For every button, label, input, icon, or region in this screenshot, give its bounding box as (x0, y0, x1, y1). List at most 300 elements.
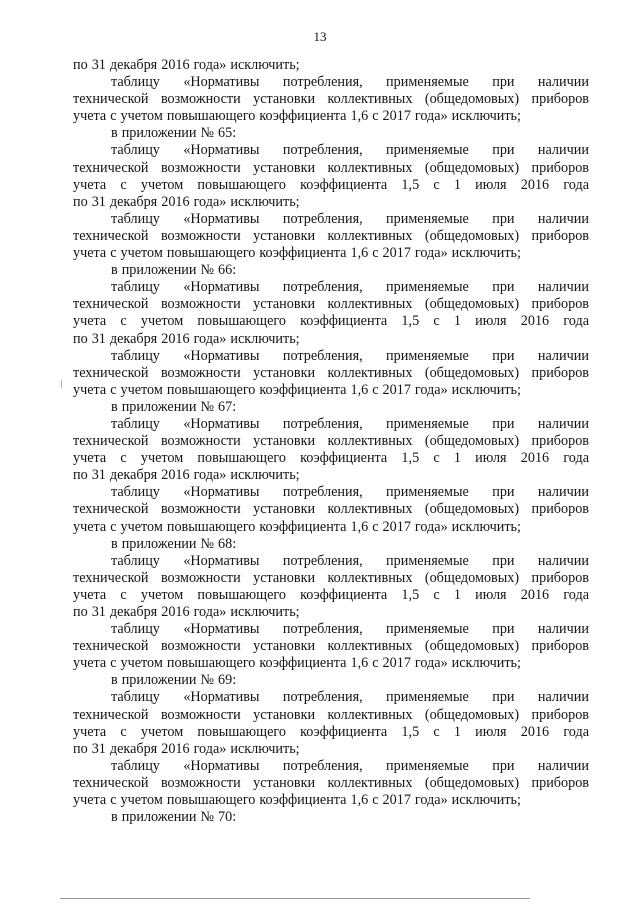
word: коэффициента (300, 176, 388, 193)
word: коллективных (327, 501, 413, 518)
word: повышающего (166, 108, 256, 125)
word: с (120, 176, 127, 193)
word: применяемые (386, 552, 469, 569)
text-line (73, 74, 589, 91)
text-line (73, 160, 589, 177)
word: в (111, 125, 118, 142)
word: 2016 (520, 450, 550, 467)
word: учетом (140, 723, 184, 740)
word: применяемые (386, 210, 469, 227)
word: № (200, 672, 215, 689)
word: потребления, (282, 74, 363, 91)
section-heading-line (73, 399, 589, 416)
word: приложении (121, 262, 197, 279)
word: 1,6 (350, 518, 369, 535)
word: 1,6 (350, 108, 369, 125)
word: исключить; (230, 604, 300, 620)
word: года» (193, 57, 227, 73)
word: приложении (121, 809, 197, 826)
word: года» (414, 792, 448, 809)
word: приложении (121, 125, 197, 142)
page-number: 13 (313, 29, 327, 44)
margin-mark (61, 380, 62, 388)
word: при (492, 689, 515, 706)
word: с (110, 792, 117, 809)
word: июля (475, 176, 507, 193)
word: таблицу (111, 347, 160, 364)
word: таблицу (111, 689, 160, 706)
word: по (73, 740, 88, 757)
word: по (73, 330, 88, 347)
word: 2016 (520, 176, 550, 193)
word: 65: (218, 125, 237, 142)
word: потребления, (282, 142, 363, 159)
word: 1 (453, 450, 461, 467)
word: (общедомовых) (424, 159, 520, 176)
word: года (563, 723, 589, 740)
text-line (73, 57, 589, 74)
word: 2017 (382, 381, 411, 398)
word: года» (193, 604, 227, 620)
word: учета (73, 723, 107, 740)
word: установки (253, 706, 316, 723)
word: коэффициента (259, 108, 347, 125)
word: исключить; (230, 740, 300, 757)
word: наличии (537, 347, 589, 364)
word: 31 (91, 467, 106, 484)
word: таблицу (111, 552, 160, 569)
word: установки (253, 638, 316, 655)
word: технической (73, 227, 149, 244)
word: учета (73, 381, 107, 398)
word: учетом (120, 245, 163, 262)
text-line (73, 689, 589, 706)
section-heading-line (73, 672, 589, 689)
word: 1,5 (401, 450, 420, 467)
text-line (73, 792, 589, 809)
word: применяемые (386, 757, 469, 774)
text-line (73, 228, 589, 245)
text-line (73, 108, 589, 125)
word: технической (73, 638, 149, 655)
word: технической (73, 91, 149, 108)
word: учетом (120, 655, 163, 672)
word: 1 (453, 176, 461, 193)
word: установки (253, 774, 316, 791)
word: декабря (109, 57, 158, 73)
word: приборов (531, 364, 589, 381)
word: с (433, 586, 440, 603)
word: коллективных (327, 159, 413, 176)
word: «Нормативы (183, 621, 260, 638)
word: исключить; (451, 381, 521, 398)
word: «Нормативы (183, 210, 260, 227)
text-line (73, 604, 589, 621)
word: 1 (453, 586, 461, 603)
word: учетом (140, 586, 184, 603)
word: года» (193, 193, 227, 210)
word: в (111, 262, 118, 279)
word: наличии (537, 74, 589, 91)
word: коллективных (327, 364, 413, 381)
word: возможности (160, 296, 241, 313)
word: исключить; (451, 655, 521, 672)
word: 31 (91, 193, 106, 210)
word: технической (73, 569, 149, 586)
word: июля (475, 586, 507, 603)
word: № (200, 125, 215, 142)
text-line (73, 245, 589, 262)
word: (общедомовых) (424, 91, 520, 108)
word: наличии (537, 415, 589, 432)
word: (общедомовых) (424, 501, 520, 518)
word: коллективных (327, 433, 413, 450)
word: возможности (160, 159, 241, 176)
word: возможности (160, 364, 241, 381)
text-line (73, 142, 589, 159)
word: «Нормативы (183, 142, 260, 159)
text-line (73, 707, 589, 724)
word: по (73, 604, 88, 620)
word: возможности (160, 569, 241, 586)
word: потребления, (282, 621, 363, 638)
word: приборов (531, 159, 589, 176)
word: с (120, 313, 127, 330)
word: 2017 (382, 518, 411, 535)
word: установки (253, 296, 316, 313)
word: с (110, 518, 117, 535)
word: повышающего (166, 655, 256, 672)
word: «Нормативы (183, 347, 260, 364)
word: потребления, (282, 210, 363, 227)
text-line (73, 416, 589, 433)
word: повышающего (166, 792, 256, 809)
word: возможности (160, 706, 241, 723)
text-line (73, 724, 589, 741)
text-line (73, 211, 589, 228)
word: по (73, 193, 88, 210)
word: с (110, 655, 117, 672)
word: 31 (91, 57, 106, 73)
word: исключить; (230, 467, 300, 484)
word: технической (73, 706, 149, 723)
word: учета (73, 518, 107, 535)
word: декабря (109, 740, 158, 757)
word: учета (73, 586, 107, 603)
word: применяемые (386, 142, 469, 159)
word: установки (253, 433, 316, 450)
word: в (111, 535, 118, 552)
word: учетом (120, 518, 163, 535)
word: (общедомовых) (424, 433, 520, 450)
word: 2017 (382, 245, 411, 262)
word: с (433, 313, 440, 330)
word: учетом (120, 792, 163, 809)
word: применяемые (386, 347, 469, 364)
word: повышающего (197, 723, 286, 740)
text-line (73, 587, 589, 604)
word: «Нормативы (183, 74, 260, 91)
word: 1,6 (350, 655, 369, 672)
word: при (492, 415, 515, 432)
word: 2016 (520, 723, 550, 740)
word: приборов (531, 501, 589, 518)
word: 1,5 (401, 586, 420, 603)
word: (общедомовых) (424, 227, 520, 244)
word: приложении (121, 672, 197, 689)
word: «Нормативы (183, 279, 260, 296)
word: при (492, 552, 515, 569)
word: таблицу (111, 757, 160, 774)
bottom-rule (60, 898, 530, 899)
word: коллективных (327, 296, 413, 313)
word: таблицу (111, 279, 160, 296)
word: № (200, 398, 215, 415)
word: технической (73, 296, 149, 313)
word: технической (73, 501, 149, 518)
text-line (73, 91, 589, 108)
word: с (433, 450, 440, 467)
word: потребления, (282, 689, 363, 706)
word: повышающего (197, 450, 286, 467)
word: 69: (218, 672, 237, 689)
word: июля (475, 723, 507, 740)
word: с (372, 518, 379, 535)
word: года» (414, 655, 448, 672)
text-line (73, 621, 589, 638)
word: № (200, 262, 215, 279)
word: (общедомовых) (424, 706, 520, 723)
word: приборов (531, 227, 589, 244)
word: коэффициента (300, 313, 388, 330)
text-line (73, 194, 589, 211)
word: коллективных (327, 638, 413, 655)
text-line (73, 519, 589, 536)
word: в (111, 398, 118, 415)
word: 2017 (382, 792, 411, 809)
word: таблицу (111, 210, 160, 227)
word: применяемые (386, 74, 469, 91)
word: установки (253, 569, 316, 586)
word: при (492, 279, 515, 296)
word: «Нормативы (183, 757, 260, 774)
word: декабря (109, 467, 158, 484)
word: возможности (160, 91, 241, 108)
word: 1,5 (401, 313, 420, 330)
word: (общедомовых) (424, 296, 520, 313)
word: возможности (160, 774, 241, 791)
word: приборов (531, 706, 589, 723)
word: учета (73, 655, 107, 672)
word: возможности (160, 227, 241, 244)
text-line (73, 331, 589, 348)
word: при (492, 142, 515, 159)
word: с (120, 450, 127, 467)
word: установки (253, 227, 316, 244)
word: установки (253, 501, 316, 518)
word: 66: (218, 262, 237, 279)
word: по (73, 57, 88, 73)
word: учета (73, 176, 107, 193)
word: учета (73, 450, 107, 467)
word: «Нормативы (183, 689, 260, 706)
document-body (73, 57, 589, 826)
word: коэффициента (259, 655, 347, 672)
word: повышающего (197, 313, 286, 330)
word: 1,6 (350, 381, 369, 398)
word: наличии (537, 484, 589, 501)
word: учета (73, 245, 107, 262)
word: исключить; (230, 330, 300, 347)
text-line (73, 279, 589, 296)
word: года» (414, 108, 448, 125)
word: исключить; (451, 792, 521, 809)
word: № (200, 809, 215, 826)
word: возможности (160, 638, 241, 655)
word: приборов (531, 638, 589, 655)
word: в (111, 672, 118, 689)
word: таблицу (111, 415, 160, 432)
word: наличии (537, 552, 589, 569)
text-line (73, 467, 589, 484)
word: с (120, 723, 127, 740)
word: декабря (109, 330, 158, 347)
word: 67: (218, 398, 237, 415)
word: коллективных (327, 774, 413, 791)
text-line (73, 655, 589, 672)
text-line (73, 296, 589, 313)
word: «Нормативы (183, 415, 260, 432)
word: № (200, 535, 215, 552)
text-line (73, 177, 589, 194)
word: установки (253, 364, 316, 381)
word: применяемые (386, 689, 469, 706)
word: 31 (91, 740, 106, 757)
word: приложении (121, 535, 197, 552)
word: применяемые (386, 415, 469, 432)
section-heading-line (73, 125, 589, 142)
word: учетом (140, 450, 184, 467)
word: 1,5 (401, 723, 420, 740)
word: года» (414, 518, 448, 535)
word: при (492, 74, 515, 91)
word: таблицу (111, 621, 160, 638)
word: с (372, 655, 379, 672)
word: исключить; (451, 245, 521, 262)
word: учета (73, 313, 107, 330)
word: установки (253, 159, 316, 176)
word: с (372, 792, 379, 809)
word: повышающего (197, 176, 286, 193)
word: наличии (537, 279, 589, 296)
word: по (73, 467, 88, 484)
word: наличии (537, 142, 589, 159)
word: 70: (218, 809, 237, 826)
word: коэффициента (259, 792, 347, 809)
word: коэффициента (259, 381, 347, 398)
word: с (372, 108, 379, 125)
word: технической (73, 433, 149, 450)
word: года» (414, 245, 448, 262)
word: с (372, 245, 379, 262)
text-line (73, 484, 589, 501)
word: с (372, 381, 379, 398)
word: 31 (91, 330, 106, 347)
word: 31 (91, 604, 106, 620)
word: 2016 (161, 330, 190, 347)
word: (общедомовых) (424, 569, 520, 586)
word: 1,5 (401, 176, 420, 193)
word: 1 (453, 723, 461, 740)
text-line (73, 741, 589, 758)
word: 2016 (520, 586, 550, 603)
text-line (73, 450, 589, 467)
word: приборов (531, 296, 589, 313)
word: наличии (537, 210, 589, 227)
word: июля (475, 313, 507, 330)
word: наличии (537, 689, 589, 706)
word: исключить; (451, 108, 521, 125)
text-line (73, 553, 589, 570)
word: установки (253, 91, 316, 108)
word: 2016 (161, 604, 190, 620)
word: года» (414, 381, 448, 398)
word: приложении (121, 398, 197, 415)
word: 68: (218, 535, 237, 552)
word: 2017 (382, 655, 411, 672)
word: повышающего (166, 245, 256, 262)
word: 1,6 (350, 792, 369, 809)
word: исключить; (230, 193, 300, 210)
word: (общедомовых) (424, 638, 520, 655)
word: 2016 (161, 467, 190, 484)
section-heading-line (73, 262, 589, 279)
word: (общедомовых) (424, 364, 520, 381)
text-line (73, 382, 589, 399)
word: 2016 (520, 313, 550, 330)
word: коэффициента (300, 450, 388, 467)
word: потребления, (282, 279, 363, 296)
word: коэффициента (259, 518, 347, 535)
word: наличии (537, 757, 589, 774)
text-line (73, 348, 589, 365)
word: таблицу (111, 142, 160, 159)
word: учетом (120, 381, 163, 398)
word: при (492, 210, 515, 227)
word: исключить; (230, 57, 300, 73)
word: возможности (160, 501, 241, 518)
text-line (73, 433, 589, 450)
word: технической (73, 159, 149, 176)
word: коллективных (327, 227, 413, 244)
word: декабря (109, 604, 158, 620)
word: года (563, 586, 589, 603)
word: 2016 (161, 57, 190, 73)
word: потребления, (282, 347, 363, 364)
word: таблицу (111, 484, 160, 501)
word: повышающего (166, 518, 256, 535)
word: с (433, 176, 440, 193)
word: приборов (531, 91, 589, 108)
word: применяемые (386, 621, 469, 638)
section-heading-line (73, 536, 589, 553)
text-line (73, 365, 589, 382)
word: потребления, (282, 484, 363, 501)
text-line (73, 775, 589, 792)
word: учетом (140, 313, 184, 330)
word: учетом (140, 176, 184, 193)
word: при (492, 484, 515, 501)
